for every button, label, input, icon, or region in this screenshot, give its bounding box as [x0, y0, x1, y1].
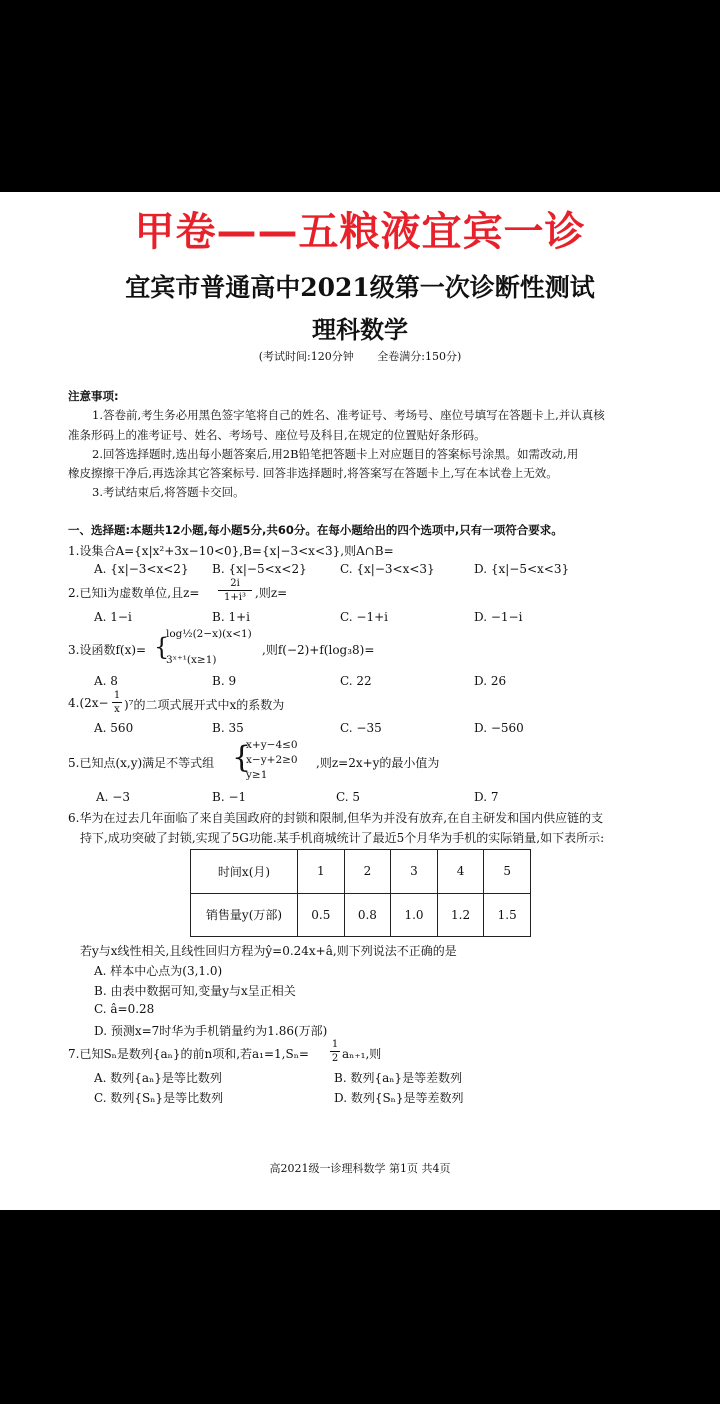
q5-brace: { [232, 740, 252, 775]
q4-option-a: A. 560 [94, 721, 134, 735]
q3-case-1: log½(2−x)(x<1) [166, 628, 252, 640]
q3-option-b: B. 9 [212, 674, 237, 688]
q3-option-d: D. 26 [474, 674, 507, 688]
exam-subject: 理科数学 [312, 315, 408, 344]
q3-case-2: 3ˣ⁺¹(x≥1) [166, 654, 217, 666]
q3-option-a: A. 8 [94, 674, 118, 688]
q5-option-b: B. −1 [212, 790, 247, 804]
q7-option-c: C. 数列{Sₙ}是等比数列 [94, 1091, 224, 1105]
exam-page [0, 192, 720, 1210]
table-cell: 1.2 [437, 893, 484, 937]
q2-option-c: C. −1+i [340, 610, 388, 624]
q6-option-c: C. â=0.28 [94, 1002, 155, 1016]
q5-option-c: C. 5 [336, 790, 361, 804]
table-row [191, 850, 531, 894]
q2-frac-num: 2i [230, 578, 240, 589]
q7-option-b: B. 数列{aₙ}是等差数列 [334, 1071, 463, 1085]
table-cell: 0.8 [344, 893, 391, 937]
q7-fraction [330, 1038, 340, 1065]
q4-frac-num: 1 [113, 690, 121, 701]
notes-line: 3.考试结束后,将答题卡交回。 [92, 485, 245, 499]
q2-frac-den: 1+i³ [218, 590, 252, 604]
q3-stem-end: ,则f(−2)+f(log₃8)= [262, 643, 375, 657]
q2-stem-end: ,则z= [255, 586, 288, 600]
q5-option-a: A. −3 [96, 790, 130, 804]
banner-title: 甲卷——五粮液宜宾一诊 [134, 209, 586, 255]
q2-stem: 2.已知i为虚数单位,且z= [68, 586, 200, 600]
q2-fraction [218, 577, 252, 604]
q2-option-d: D. −1−i [474, 610, 523, 624]
q6-option-b: B. 由表中数据可知,变量y与x呈正相关 [94, 984, 296, 998]
q4-option-b: B. 35 [212, 721, 244, 735]
q4-stem-pre: 4.(2x− [68, 696, 109, 710]
q5-option-d: D. 7 [474, 790, 499, 804]
q7-option-d: D. 数列{Sₙ}是等差数列 [334, 1091, 464, 1105]
exam-info: (考试时间:120分钟 全卷满分:150分) [258, 350, 462, 363]
table-cell: 0.5 [298, 893, 345, 937]
q6-line-1: 6.华为在过去几年面临了来自美国政府的封锁和限制,但华为并没有放弃,在自主研发和国内供应链的支 [68, 811, 604, 825]
notes-heading: 注意事项: [68, 389, 119, 403]
table-cell: 5 [484, 850, 531, 894]
table-cell: 3 [391, 850, 438, 894]
q2-option-b: B. 1+i [212, 610, 250, 624]
q4-fraction [112, 689, 122, 716]
section-heading: 一、选择题:本题共12小题,每小题5分,共60分。在每小题给出的四个选项中,只有一项符合要求。 [68, 523, 563, 537]
q5-case-1: x+y−4≤0 [246, 739, 298, 751]
table-cell: 1.0 [391, 893, 438, 937]
q4-option-d: D. −560 [474, 721, 524, 735]
q6-line-2: 持下,成功突破了封锁,实现了5G功能.某手机商城统计了最近5个月华为手机的实际销量,如下表所示: [80, 831, 605, 845]
table-cell: 1.5 [484, 893, 531, 937]
q7-option-a: A. 数列{aₙ}是等比数列 [94, 1071, 222, 1085]
table-cell: 2 [344, 850, 391, 894]
q6-option-a: A. 样本中心点为(3,1.0) [94, 964, 223, 978]
exam-title: 宜宾市普通高中2021级第一次诊断性测试 [125, 273, 595, 302]
q1-stem: 1.设集合A={x|x²+3x−10<0},B={x|−3<x<3},则A∩B= [68, 544, 394, 558]
page-footer: 高2021级一诊理科数学 第1页 共4页 [269, 1162, 451, 1175]
q3-brace: { [154, 633, 170, 661]
q5-stem: 5.已知点(x,y)满足不等式组 [68, 756, 215, 770]
notes-line: 橡皮擦擦干净后,再选涂其它答案标号. 回答非选择题时,将答案写在答题卡上,写在本试卷上无效。 [68, 466, 558, 480]
table-cell: 4 [437, 850, 484, 894]
q6-line-3: 若y与x线性相关,且线性回归方程为ŷ=0.24x+â,则下列说法不正确的是 [80, 944, 457, 958]
q7-frac-den: 2 [331, 1053, 339, 1064]
q1-option-c: C. {x|−3<x<3} [340, 562, 435, 576]
sales-table [190, 849, 531, 937]
table-row-header: 时间x(月) [191, 850, 298, 894]
q1-option-a: A. {x|−3<x<2} [94, 562, 189, 576]
q2-option-a: A. 1−i [94, 610, 132, 624]
q1-option-d: D. {x|−5<x<3} [474, 562, 570, 576]
q4-stem-post: )⁷的二项式展开式中x的系数为 [124, 698, 285, 712]
q3-stem: 3.设函数f(x)= [68, 643, 147, 657]
notes-line: 准条形码上的准考证号、姓名、考场号、座位号及科目,在规定的位置贴好条形码。 [68, 428, 486, 442]
q5-case-2: x−y+2≥0 [246, 754, 298, 766]
table-row [191, 893, 531, 937]
q7-frac-num: 1 [331, 1039, 339, 1050]
q4-frac-den: x [112, 702, 122, 716]
q7-stem: 7.已知Sₙ是数列{aₙ}的前n项和,若a₁=1,Sₙ= [68, 1047, 309, 1061]
q5-stem-end: ,则z=2x+y的最小值为 [316, 756, 440, 770]
q3-option-c: C. 22 [340, 674, 372, 688]
q5-case-3: y≥1 [246, 769, 268, 781]
notes-line: 1.答卷前,考生务必用黑色签字笔将自己的姓名、准考证号、考场号、座位号填写在答题卡上,并认真核 [92, 408, 605, 422]
notes-line: 2.回答选择题时,选出每小题答案后,用2B铅笔把答题卡上对应题目的答案标号涂黑。如需改动,用 [92, 447, 579, 461]
q6-option-d: D. 预测x=7时华为手机销量约为1.86(万部) [94, 1024, 328, 1038]
table-row-header: 销售量y(万部) [191, 893, 298, 937]
q7-stem-end: aₙ₊₁,则 [342, 1047, 382, 1061]
q1-option-b: B. {x|−5<x<2} [212, 562, 307, 576]
table-cell: 1 [298, 850, 345, 894]
q4-option-c: C. −35 [340, 721, 382, 735]
